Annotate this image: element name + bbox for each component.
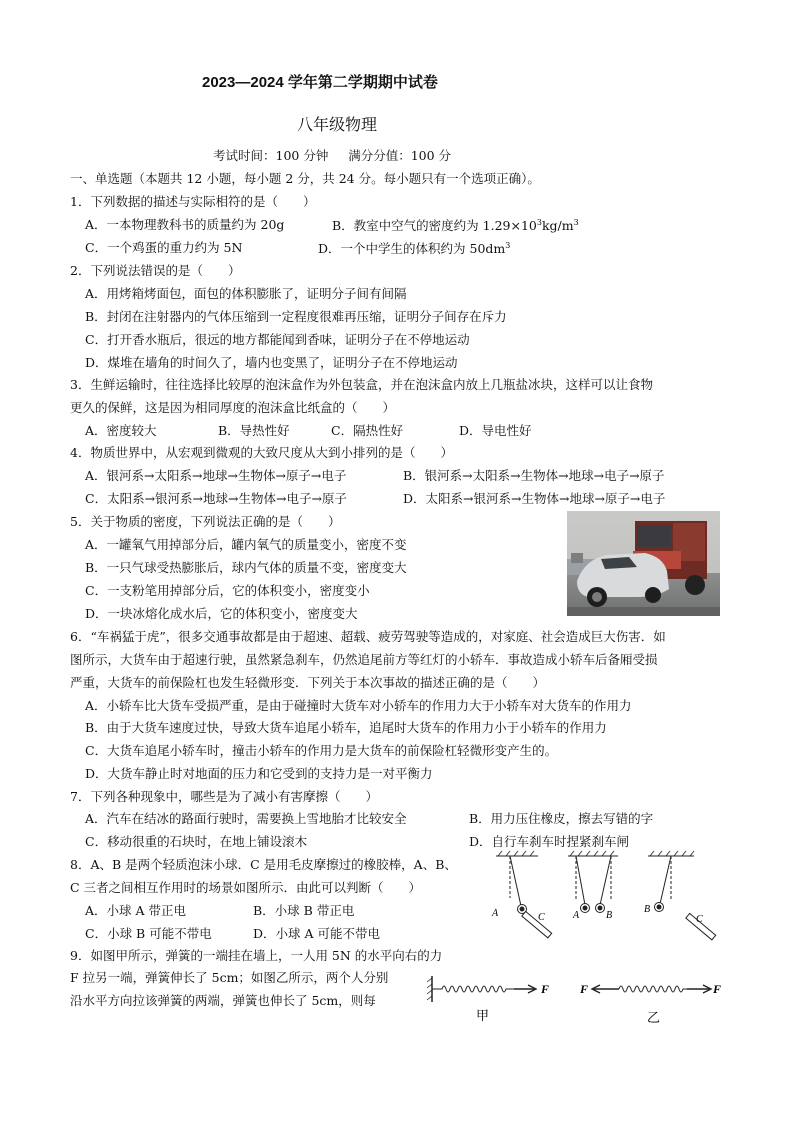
q6-option-a: A．小轿车比大货车受损严重，是由于碰撞时大货车对小轿车的作用力大于小轿车对大货车的作用力 (85, 698, 632, 713)
rod-c-label-1: C (538, 912, 545, 923)
figure-jia-label: 甲 (476, 1008, 490, 1023)
q2-option-a: A．用烤箱烤面包，面包的体积膨胀了，证明分子间有间隔 (85, 286, 407, 301)
q8-option-b: B．小球 B 带正电 (253, 903, 355, 918)
q6-stem-line3: 严重，大货车的前保险杠也发生轻微形变．下列关于本次事故的描述正确的是（ ） (70, 675, 546, 690)
force-label-yi-right: F (713, 982, 722, 996)
q8-option-d: D．小球 A 可能不带电 (253, 926, 380, 941)
rod-c-label-3: C (696, 914, 703, 925)
q7-option-c: C．移动很重的石块时，在地上铺设滚木 (85, 834, 308, 849)
q8-option-c: C．小球 B 可能不带电 (85, 926, 212, 941)
q6-option-c: C．大货车追尾小轿车时，撞击小轿车的作用力是大货车的前保险杠轻微形变产生的。 (85, 743, 558, 758)
q3-option-c: C．隔热性好 (331, 423, 404, 438)
exam-title: 2023—2024 学年第二学期期中试卷 (202, 74, 438, 91)
q2-stem: 2．下列说法错误的是（ ） (70, 263, 241, 278)
ball-b-label-3: B (644, 904, 651, 915)
q6-stem-line2: 图所示，大货车由于超速行驶，虽然紧急刹车，仍然追尾前方等红灯的小轿车．事故造成小轿车后备厢受损 (70, 652, 658, 667)
q9-stem-line3: 沿水平方向拉该弹簧的两端，弹簧也伸长了 5cm，则每 (70, 993, 376, 1008)
q8-option-a: A．小球 A 带正电 (85, 903, 187, 918)
q1-option-b: B．教室中空气的密度约为 $1.29\times 10^3kg/m^3$ (332, 218, 579, 234)
ball-a-label-2: A (573, 910, 580, 921)
force-label-jia: F (541, 982, 550, 996)
q1-option-a: A．一本物理教科书的质量约为 20g (85, 217, 285, 232)
q5-option-b: B．一只气球受热膨胀后，球内气体的质量不变，密度变大 (85, 560, 407, 575)
q9-stem-line2: F 拉另一端，弹簧伸长了 5cm；如图乙所示，两个人分别 (70, 970, 389, 985)
q1-stem: 1．下列数据的描述与实际相符的是（ ） (70, 194, 316, 209)
q7-stem: 7．下列各种现象中，哪些是为了减小有害摩擦（ ） (70, 789, 378, 804)
q2-option-d: D．煤堆在墙角的时间久了，墙内也变黑了，证明分子在不停地运动 (85, 355, 458, 370)
q2-option-b: B．封闭在注射器内的气体压缩到一定程度很难再压缩，证明分子间存在斥力 (85, 309, 507, 324)
q3-stem-line1: 3．生鲜运输时，往往选择比较厚的泡沫盒作为外包装盒，并在泡沫盒内放上几瓶盐冰块，这样可以让食物 (70, 377, 653, 392)
q6-option-d: D．大货车静止时对地面的压力和它受到的支持力是一对平衡力 (85, 766, 433, 781)
q7-option-d: D．自行车刹车时捏紧刹车闸 (469, 834, 630, 849)
spring-figure (424, 970, 724, 1026)
ball-a-label-1: A (492, 908, 499, 919)
q3-option-b: B．导热性好 (218, 423, 290, 438)
q5-stem: 5．关于物质的密度，下列说法正确的是（ ） (70, 514, 341, 529)
q5-option-a: A．一罐氧气用掉部分后，罐内氧气的质量变小，密度不变 (85, 537, 407, 552)
section-heading: 一、单选题（本题共 12 小题，每小题 2 分，共 24 分。每小题只有一个选项正确）。 (70, 171, 540, 186)
q4-option-a: A．银河系→太阳系→地球→生物体→原子→电子 (85, 468, 347, 483)
q9-stem-line1: 9．如图甲所示，弹簧的一端挂在墙上，一人用 5N 的水平向右的力 (70, 948, 443, 963)
q5-option-d: D．一块冰熔化成水后，它的体积变小，密度变大 (85, 606, 358, 621)
exam-info: 考试时间：100 分钟 满分分值：100 分 (213, 148, 452, 163)
q7-option-b: B．用力压住橡皮，擦去写错的字 (469, 811, 654, 826)
q1-option-c: C．一个鸡蛋的重力约为 5N (85, 240, 243, 255)
q4-option-b: B．银河系→太阳系→生物体→地球→电子→原子 (403, 468, 665, 483)
figure-yi-label: 乙 (647, 1010, 661, 1025)
ball-b-label-2: B (606, 910, 613, 921)
q2-option-c: C．打开香水瓶后，很远的地方都能闻到香味，证明分子在不停地运动 (85, 332, 470, 347)
q4-stem: 4．物质世界中，从宏观到微观的大致尺度从大到小排列的是（ ） (70, 445, 453, 460)
accident-photo (567, 511, 720, 616)
q3-option-a: A．密度较大 (85, 423, 157, 438)
q8-stem-line1: 8．A、B 是两个轻质泡沫小球．C 是用毛皮摩擦过的橡胶棒，A、B、 (70, 857, 457, 872)
q4-option-d: D．太阳系→银河系→生物体→地球→原子→电子 (403, 491, 666, 506)
q6-option-b: B．由于大货车速度过快，导致大货车追尾小轿车，追尾时大货车的作用力小于小轿车的作用力 (85, 720, 607, 735)
q6-stem-line1: 6．“车祸猛于虎”，很多交通事故都是由于超速、超载、疲劳驾驶等造成的，对家庭、社会造成巨大伤害．如 (70, 629, 666, 644)
q8-stem-line2: C 三者之间相互作用时的场景如图所示．由此可以判断（ ） (70, 880, 422, 895)
q3-option-d: D．导电性好 (459, 423, 532, 438)
q1-option-d: D．一个中学生的体积约为 $50dm^3$ (318, 241, 511, 257)
q5-option-c: C．一支粉笔用掉部分后，它的体积变小，密度变小 (85, 583, 370, 598)
charged-balls-figure (488, 850, 720, 948)
subject-title: 八年级物理 (297, 115, 378, 134)
q7-option-a: A．汽车在结冰的路面行驶时，需要换上雪地胎才比较安全 (85, 811, 407, 826)
force-label-yi-left: F (580, 982, 589, 996)
q3-stem-line2: 更久的保鲜，这是因为相同厚度的泡沫盒比纸盒的（ ） (70, 400, 396, 415)
q4-option-c: C．太阳系→银河系→地球→生物体→电子→原子 (85, 491, 347, 506)
